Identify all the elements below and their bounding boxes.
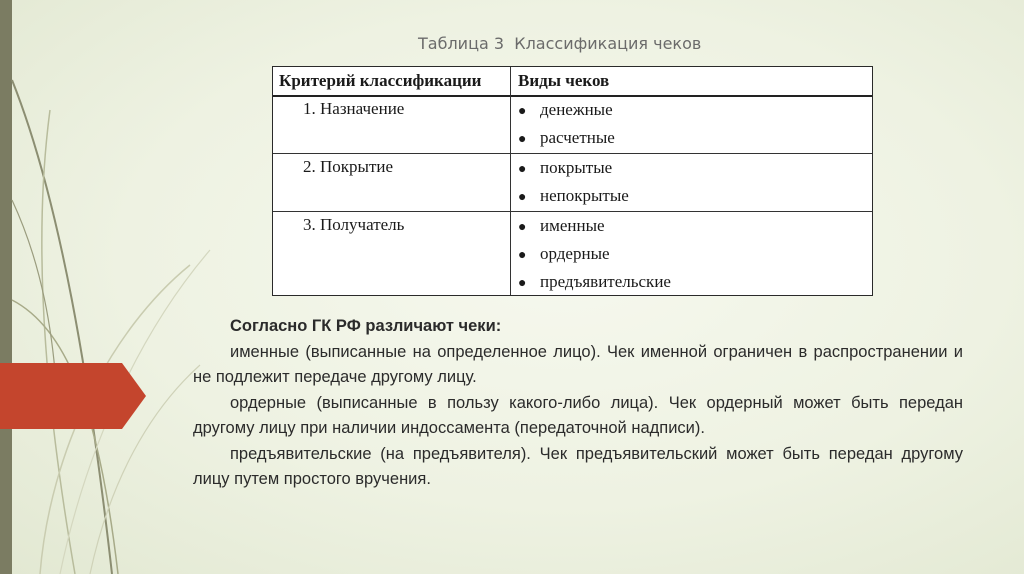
table-row [273, 211, 872, 295]
bullet-icon: ● [518, 132, 527, 147]
list-item: ● покрытые [518, 157, 629, 185]
table-caption: Таблица 3 Классификация чеков [418, 34, 702, 53]
bullet-icon: ● [518, 276, 527, 291]
list-item: ● именные [518, 215, 671, 243]
bullet-icon: ● [518, 190, 527, 205]
header-check-types: Виды чеков [518, 71, 610, 90]
paragraph-named-checks: именные (выписанные на определенное лицо). Чек именной ограничен в распространении и не подлежит передаче другому лицу. [193, 342, 963, 386]
list-item: ● ордерные [518, 243, 671, 271]
paragraph-bearer-checks: предъявительские (на предъявителя). Чек предъявительский может быть передан другому лицу путем простого вручения. [193, 444, 963, 488]
classification-table [272, 66, 873, 296]
table-row [273, 153, 872, 212]
table-row [273, 95, 872, 154]
row-criterion: 1. Назначение [303, 99, 405, 118]
bullet-icon: ● [518, 104, 527, 119]
bullet-icon: ● [518, 162, 527, 177]
red-arrow-marker [0, 363, 146, 429]
bullet-icon: ● [518, 220, 527, 235]
bullet-icon: ● [518, 248, 527, 263]
row-criterion: 2. Покрытие [303, 157, 394, 176]
body-heading: Согласно ГК РФ различают чеки: [230, 317, 502, 335]
list-item: ● расчетные [518, 127, 615, 155]
table-header-row [273, 67, 872, 97]
header-criterion: Критерий классификации [279, 71, 482, 90]
body-text [193, 314, 963, 493]
list-item: ● предъявительские [518, 271, 671, 299]
list-item: ● непокрытые [518, 185, 629, 213]
row-criterion: 3. Получатель [303, 215, 405, 234]
list-item: ● денежные [518, 99, 615, 127]
paragraph-order-checks: ордерные (выписанные в пользу какого-либо лица). Чек ордерный может быть передан другому лицу при наличии индоссамента (передаточной надписи). [193, 393, 963, 437]
